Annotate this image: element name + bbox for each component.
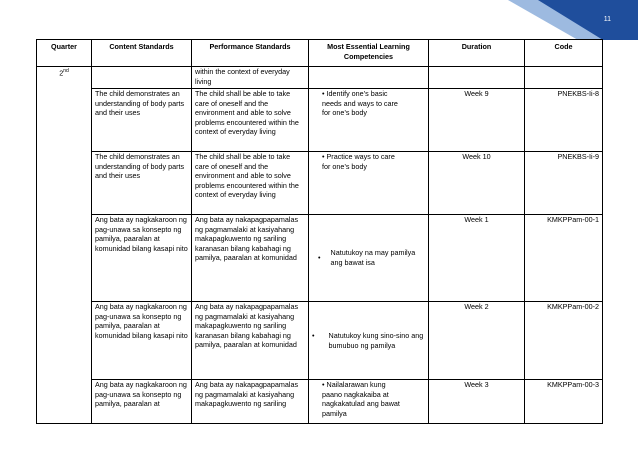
duration-cell <box>429 67 525 89</box>
page-number: 11 <box>603 16 611 23</box>
performance-cell: Ang bata ay nakapagpapamalas ng pagmamalaki at kasiyahang makapagkuwento ng sariling karanasan bilang kabahagi ng pamilya, paaralan at komunidad <box>192 215 309 302</box>
competency-text: • Nailalarawan kung paano nagkakaiba at nagkakatulad ang bawat pamilya <box>322 380 400 418</box>
table-row <box>37 67 603 89</box>
competency-cell <box>309 380 429 424</box>
duration-cell: Week 2 <box>429 302 525 380</box>
duration-cell: Week 3 <box>429 380 525 424</box>
performance-cell: Ang bata ay nakapagpapamalas ng pagmamalaki at kasiyahang makapagkuwento ng sariling karanasan bilang kabahagi ng pamilya, paaralan at komunidad <box>192 302 309 380</box>
code-cell: KMKPPam-00-1 <box>525 215 603 302</box>
header-performance-standards: Performance Standards <box>192 40 309 67</box>
code-cell <box>525 67 603 89</box>
code-cell: PNEKBS-Ii-8 <box>525 89 603 152</box>
content-cell <box>92 67 192 89</box>
content-cell: The child demonstrates an understanding of body parts and their uses <box>92 89 192 152</box>
bullet-icon: • <box>312 330 315 340</box>
table-row <box>37 215 603 302</box>
header-competencies: Most Essential Learning Competencies <box>309 40 429 67</box>
header-code: Code <box>525 40 603 67</box>
header-content-standards: Content Standards <box>92 40 192 67</box>
competency-cell <box>309 152 429 215</box>
header-quarter: Quarter <box>37 40 92 67</box>
quarter-suffix: nd <box>63 68 69 74</box>
content-cell: The child demonstrates an understanding of body parts and their uses <box>92 152 192 215</box>
bullet-icon: • <box>318 253 321 263</box>
quarter-cell <box>37 67 92 424</box>
duration-cell: Week 10 <box>429 152 525 215</box>
competency-item <box>312 248 425 267</box>
code-cell: PNEKBS-Ii-9 <box>525 152 603 215</box>
content-cell: Ang bata ay nagkakaroon ng pag-unawa sa konsepto ng pamilya, paaralan at komunidad bilang kasapi nito <box>92 302 192 380</box>
quarter-value: 2 <box>59 68 64 78</box>
competency-text: • Practice ways to care for one’s body <box>322 152 395 171</box>
performance-cell: within the context of everyday living <box>192 67 309 89</box>
header-duration: Duration <box>429 40 525 67</box>
table-row <box>37 152 603 215</box>
competency-item <box>312 331 425 350</box>
table-row <box>37 302 603 380</box>
duration-cell: Week 1 <box>429 215 525 302</box>
competency-text: Natutukoy kung sino-sino ang bumubuo ng pamilya <box>328 330 424 350</box>
performance-cell: The child shall be able to take care of oneself and the environment and able to solve problems encountered within the context of everyday living <box>192 89 309 152</box>
competency-cell <box>309 215 429 302</box>
header-row <box>37 40 603 67</box>
performance-cell: The child shall be able to take care of oneself and the environment and able to solve problems encountered within the context of everyday living <box>192 152 309 215</box>
competency-cell <box>309 67 429 89</box>
performance-cell: Ang bata ay nakapagpapamalas ng pagmamalaki at kasiyahang makapagkuwento ng sariling <box>192 380 309 424</box>
code-cell: KMKPPam-00-2 <box>525 302 603 380</box>
duration-cell: Week 9 <box>429 89 525 152</box>
content-cell: Ang bata ay nagkakaroon ng pag-unawa sa konsepto ng pamilya, paaralan at komunidad bilang kasapi nito <box>92 215 192 302</box>
content-cell: Ang bata ay nagkakaroon ng pag-unawa sa konsepto ng pamilya, paaralan at <box>92 380 192 424</box>
competency-text: • Identify one’s basic needs and ways to care for one’s body <box>322 89 398 118</box>
competency-text: Natutukoy na may pamilya ang bawat isa <box>330 248 416 267</box>
table-row <box>37 89 603 152</box>
competency-cell <box>309 89 429 152</box>
competency-cell <box>309 302 429 380</box>
code-cell: KMKPPam-00-3 <box>525 380 603 424</box>
corner-decoration <box>508 0 638 40</box>
table-row <box>37 380 603 424</box>
curriculum-table <box>36 39 603 424</box>
